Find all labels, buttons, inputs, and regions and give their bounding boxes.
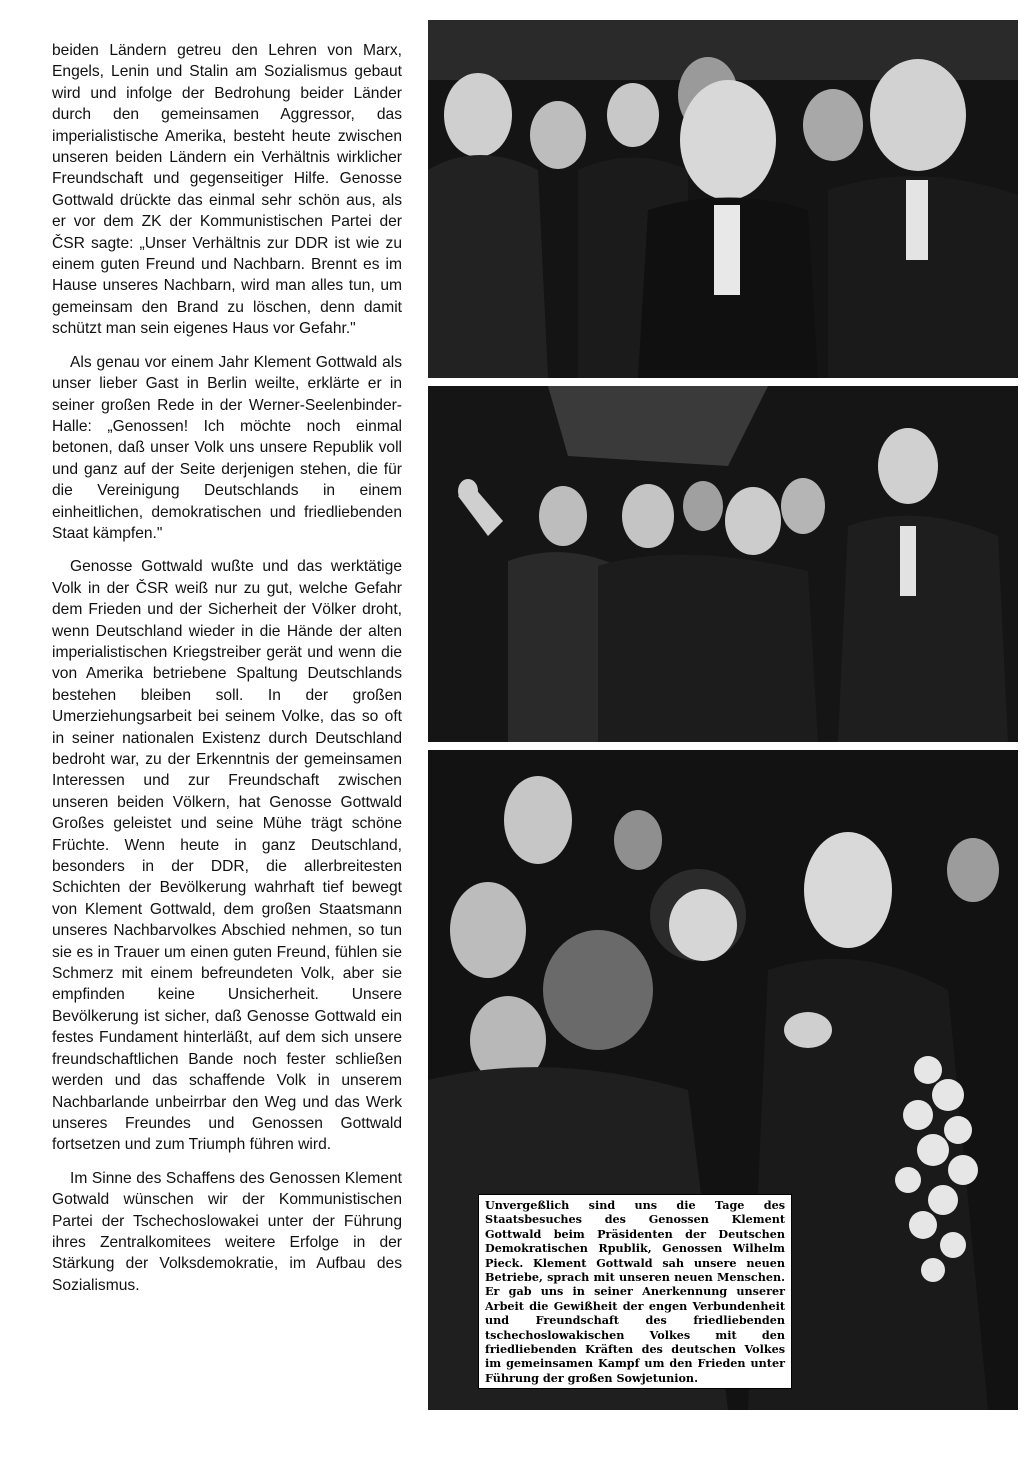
photo-group-smiling-image [428, 20, 1018, 378]
photo-caption: Unvergeßlich sind uns die Tage des Staatsbesuches des Genossen Klement Gottwald beim Präsidenten der Deutschen Demokratischen Rpublik, Genossen Wilhelm Pieck. Klement Gottwald sah unsere neuen Betriebe, sprach mit unseren neuen Menschen. Er gab uns in seiner Anerkennung unserer Arbeit die Gewißheit der engen Verbundenheit und Freundschaft des friedliebenden tschechoslowakischen Volkes mit den friedliebenden Kräften des deutschen Volkes im gemeinsamen Kampf um den Frieden unter Führung der großen Sowjetunion. [478, 1194, 792, 1389]
article-paragraph-2: Als genau vor einem Jahr Klement Gottwald als unser lieber Gast in Berlin weilte, erklärte er in seiner großen Rede in der Werner-Seelenbinder-Halle: „Genossen! Ich möchte noch einmal betonen, daß unser Volk uns unsere Republik voll und ganz auf der Seite derjenigen stehen, die für die Vereinigung Deutschlands in einem einheitlichen, demokratischen und friedliebenden Staat kämpfen." [52, 353, 402, 542]
photo-group-pointing-image [428, 386, 1018, 742]
article-paragraph-1: beiden Ländern getreu den Lehren von Marx, Engels, Lenin und Stalin am Sozialismus gebaut wird und infolge der Bedrohung beider Länder durch den gemeinsamen Aggressor, das imperialistische Amerika, besteht heute zwischen unseren beiden Ländern ein Verhältnis wirklicher Freundschaft und gegenseitiger Hilfe. Genosse Gottwald drückte das einmal sehr schön aus, als er vor dem ZK der Kommunistischen Partei der ČSR sagte: „Unser Verhältnis zur DDR ist wie zu einem guten Freund und Nachbarn. Brennt es im Hause unseres Nachbarn, wird man alles tun, um gemeinsam den Brand zu löschen, denn damit schützt man sein eigenes Haus vor Gefahr." [52, 42, 402, 338]
article-paragraph-4: Im Sinne des Schaffens des Genossen Klement Gotwald wünschen wir der Kommunistischen Partei der Tschechoslowakei unter der Führung ihres Zentralkomitees weitere Erfolge in der Stärkung der Volksdemokratie, im Aufbau des Sozialismus. [52, 1169, 402, 1294]
article-paragraph-3: Genosse Gottwald wußte und das werktätige Volk in der ČSR weiß nur zu gut, welche Gefahr dem Frieden und der Sicherheit der Völker droht, wenn Deutschland wieder in die Hände der alten imperialistischen Kriegstreiber gerät und wenn die von Amerika betriebene Spaltung Deutschlands bestehen bleiben soll. In der großen Umerziehungsarbeit bei seinem Volke, das so oft in seiner nationalen Existenz durch Deutschland bedroht war, zu der Erkenntnis der gemeinsamen Interessen und zur Freundschaft zwischen unseren beiden Völkern, hat Genosse Gottwald Großes geleistet und seine Mühe trägt schöne Früchte. Wenn heute in ganz Deutschland, besonders in der DDR, die allerbreitesten Schichten der Bevölkerung wahrhaft tief bewegt von Klement Gottwald, dem großen Staatsmann unseres Nachbarvolkes Abschied nehmen, so tun sie es in Trauer um einen guten Freund, fühlen sie Schmerz mit einem befreundeten Volk, aber sie empfinden keine Unsicherheit. Unsere Bevölkerung ist sicher, daß Genosse Gottwald ein festes Fundament hinterläßt, auf dem sich unsere freundschaftlichen Bande noch fester schließen werden und das schaffende Volk in unserem Nachbarlande unbeirrbar den Weg und das Werk unseres Freundes und Genossen Gottwald fortsetzen und zum Triumph führen wird. [52, 558, 402, 1154]
article-text-column [52, 40, 402, 1308]
photo-group-smiling [428, 20, 1018, 378]
photo-group-pointing [428, 386, 1018, 742]
